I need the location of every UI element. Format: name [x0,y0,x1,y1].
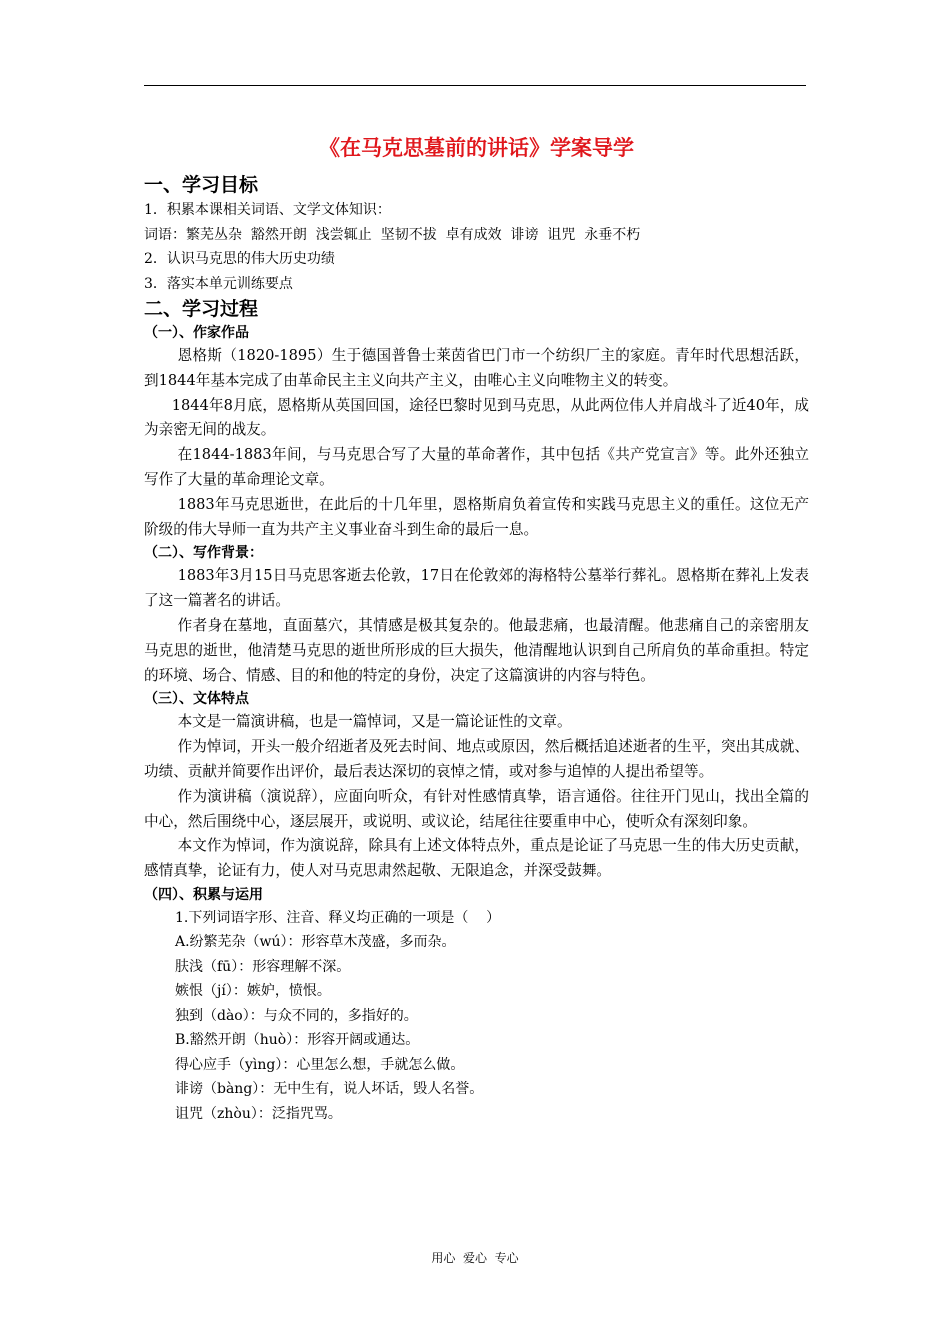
paragraph: 1883年3月15日马克思客逝去伦敦，17日在伦敦郊的海格特公墓举行葬礼。恩格斯在葬礼上发表了这一篇著名的讲话。 [144,567,809,610]
option-line: 诽谤（bàng）：无中生有，说人坏话，毁人名誉。 [175,1081,484,1098]
goal-vocab: 词语：繁芜丛杂 豁然开朗 浅尝辄止 坚韧不拔 卓有成效 诽谤 诅咒 永垂不朽 [144,226,641,243]
paragraph: 1844年8月底，恩格斯从英国回国，途径巴黎时见到马克思，从此两位伟人并肩战斗了近40年，成为亲密无间的战友。 [144,396,809,439]
page-footer: 用心 爱心 专心 [431,1251,519,1265]
goal-item: 2．认识马克思的伟大历史功绩 [144,251,335,267]
paragraph: 作者身在墓地，直面墓穴，其情感是极其复杂的。他最悲痛，也最清醒。他悲痛自己的亲密朋友 马克思的逝世，他清楚马克思的逝世所形成的巨大损失，他清醒地认识到自己所肩负的革命重担。特定的环境、场合、情感、目的和他的特定的身份，决定了这篇演讲的内容与特色。 [144,616,809,684]
paragraph: 作为演讲稿（演说辞），应面向听众，有针对性感情真挚，语言通俗。往往开门见山，找出全篇的中心，然后围绕中心，逐层展开，或说明、或议论，结尾往往要重申中心，使听众有深刻印象。 [144,787,809,830]
paragraph: 1883年马克思逝世，在此后的十几年里，恩格斯肩负着宣传和实践马克思主义的重任。这位无产阶级的伟大导师一直为共产主义事业奋斗到生命的最后一息。 [144,495,809,538]
paragraph: 在1844-1883年间，与马克思合写了大量的革命著作，其中包括《共产党宣言》等。此外还独立写作了大量的革命理论文章。 [144,446,809,488]
section-heading-goals: 一、学习目标 [144,174,259,196]
subsection-heading-exercise: （四）、积累与运用 [144,886,263,903]
paragraph: 作为悼词，开头一般介绍逝者及死去时间、地点或原因，然后概括追述逝者的生平，突出其成就、功绩、贡献并简要作出评价，最后表达深切的哀悼之情，或对参与追悼的人提出希望等。 [144,738,809,780]
option-line: 诅咒（zhòu）：泛指咒骂。 [175,1105,342,1122]
subsection-heading-genre: （三）、文体特点 [144,691,249,708]
section-heading-process: 二、学习过程 [144,298,259,320]
goal-item: 3．落实本单元训练要点 [144,275,293,292]
paragraph: 恩格斯（1820-1895）生于德国普鲁士莱茵省巴门市一个纺织厂主的家庭。青年时代思想活跃，到1844年基本完成了由革命民主主义向共产主义，由唯心主义向唯物主义的转变。 [144,347,809,389]
option-line: 得心应手（yìng）：心里怎么想，手就怎么做。 [175,1056,465,1073]
document-body [144,130,809,1126]
option-line: 肤浅（fū）：形容理解不深。 [175,958,351,975]
goal-item: 1．积累本课相关词语、文学文体知识： [144,202,391,218]
question-line: 1.下列词语字形、注音、释义均正确的一项是（ ） [175,909,501,926]
subsection-heading-background: （二）、写作背景： [144,545,263,562]
header-rule [144,85,806,86]
option-line: A.纷繁芜杂（wú）：形容草木茂盛，多而杂。 [175,934,456,951]
subsection-heading-author: （一）、作家作品 [144,325,249,341]
option-line: 独到（dào）：与众不同的，多指好的。 [175,1007,418,1024]
page-title: 《在马克思墓前的讲话》学案导学 [319,136,634,160]
option-line: B.豁然开朗（huò）：形容开阔或通达。 [175,1032,420,1049]
option-line: 嫉恨（jí）：嫉妒，愤恨。 [175,983,331,1000]
paragraph: 本文是一篇演讲稿，也是一篇悼词，又是一篇论证性的文章。 [177,713,572,731]
paragraph: 本文作为悼词，作为演说辞，除具有上述文体特点外，重点是论证了马克思一生的伟大历史贡献，感情真挚，论证有力，使人对马克思肃然起敬、无限追念，并深受鼓舞。 [144,837,809,880]
